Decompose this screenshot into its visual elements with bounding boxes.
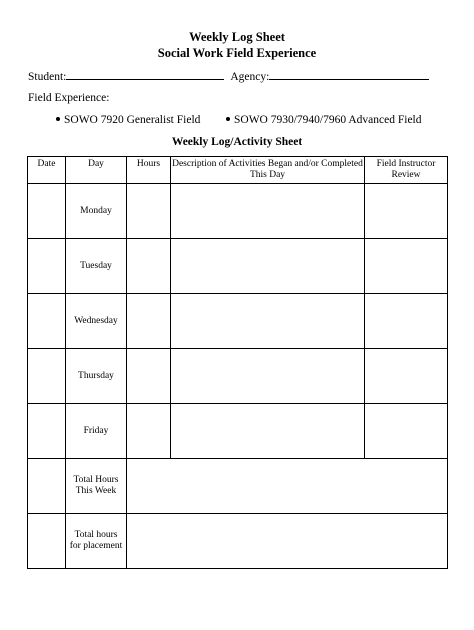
- student-field[interactable]: [66, 68, 224, 80]
- table-row: [28, 184, 448, 239]
- table-row: [28, 239, 448, 294]
- agency-field[interactable]: [269, 68, 429, 80]
- bullet-icon: [56, 117, 60, 121]
- day-cell: Tuesday: [66, 239, 127, 294]
- description-cell[interactable]: [171, 239, 365, 294]
- day-cell: Monday: [66, 184, 127, 239]
- table-header-row: [28, 157, 448, 184]
- student-label: Student:: [28, 71, 67, 83]
- review-cell[interactable]: [365, 294, 448, 349]
- column-header-hours: Hours: [127, 157, 171, 184]
- hours-cell[interactable]: [127, 294, 171, 349]
- total-hours-week-line1: Total Hours: [73, 475, 119, 485]
- day-cell: Thursday: [66, 349, 127, 404]
- description-cell[interactable]: [171, 404, 365, 459]
- total-hours-placement-row: [28, 514, 448, 569]
- date-cell[interactable]: [28, 184, 66, 239]
- date-cell: [28, 514, 66, 569]
- table-row: [28, 349, 448, 404]
- review-cell[interactable]: [365, 184, 448, 239]
- review-cell[interactable]: [365, 349, 448, 404]
- day-cell: Wednesday: [66, 294, 127, 349]
- field-experience-label: Field Experience:: [28, 92, 110, 104]
- date-cell: [28, 459, 66, 514]
- weekly-log-table: [27, 156, 448, 569]
- total-hours-week-row: [28, 459, 448, 514]
- review-cell[interactable]: [365, 404, 448, 459]
- date-cell[interactable]: [28, 294, 66, 349]
- total-hours-week-line2: This Week: [75, 486, 117, 496]
- date-cell[interactable]: [28, 404, 66, 459]
- option-generalist-label: SOWO 7920 Generalist Field: [64, 114, 201, 126]
- description-cell[interactable]: [171, 184, 365, 239]
- date-cell[interactable]: [28, 349, 66, 404]
- total-hours-week-label: [66, 459, 127, 514]
- column-header-day: Day: [66, 157, 127, 184]
- total-hours-placement-line2: for placement: [69, 541, 123, 551]
- sheet-title: Weekly Log/Activity Sheet: [171, 136, 303, 148]
- hours-cell[interactable]: [127, 349, 171, 404]
- bullet-icon: [226, 117, 230, 121]
- agency-label: Agency:: [230, 71, 270, 83]
- document-title: Weekly Log Sheet: [189, 30, 285, 44]
- total-hours-placement-label: [66, 514, 127, 569]
- hours-cell[interactable]: [127, 239, 171, 294]
- description-cell[interactable]: [171, 294, 365, 349]
- option-generalist[interactable]: [56, 114, 200, 126]
- total-hours-week-value[interactable]: [127, 459, 448, 514]
- table-row: [28, 404, 448, 459]
- date-cell[interactable]: [28, 239, 66, 294]
- day-cell: Friday: [66, 404, 127, 459]
- column-header-description: Description of Activities Began and/or Completed This Day: [171, 157, 365, 184]
- option-advanced-label: SOWO 7930/7940/7960 Advanced Field: [234, 114, 422, 126]
- review-cell[interactable]: [365, 239, 448, 294]
- column-header-review: Field Instructor Review: [365, 157, 448, 184]
- column-header-date: Date: [28, 157, 66, 184]
- description-cell[interactable]: [171, 349, 365, 404]
- student-agency-row: [28, 68, 429, 83]
- total-hours-placement-value[interactable]: [127, 514, 448, 569]
- hours-cell[interactable]: [127, 404, 171, 459]
- hours-cell[interactable]: [127, 184, 171, 239]
- document-subtitle: Social Work Field Experience: [157, 46, 317, 60]
- table-row: [28, 294, 448, 349]
- option-advanced[interactable]: [226, 114, 422, 126]
- total-hours-placement-line1: Total hours: [74, 530, 118, 540]
